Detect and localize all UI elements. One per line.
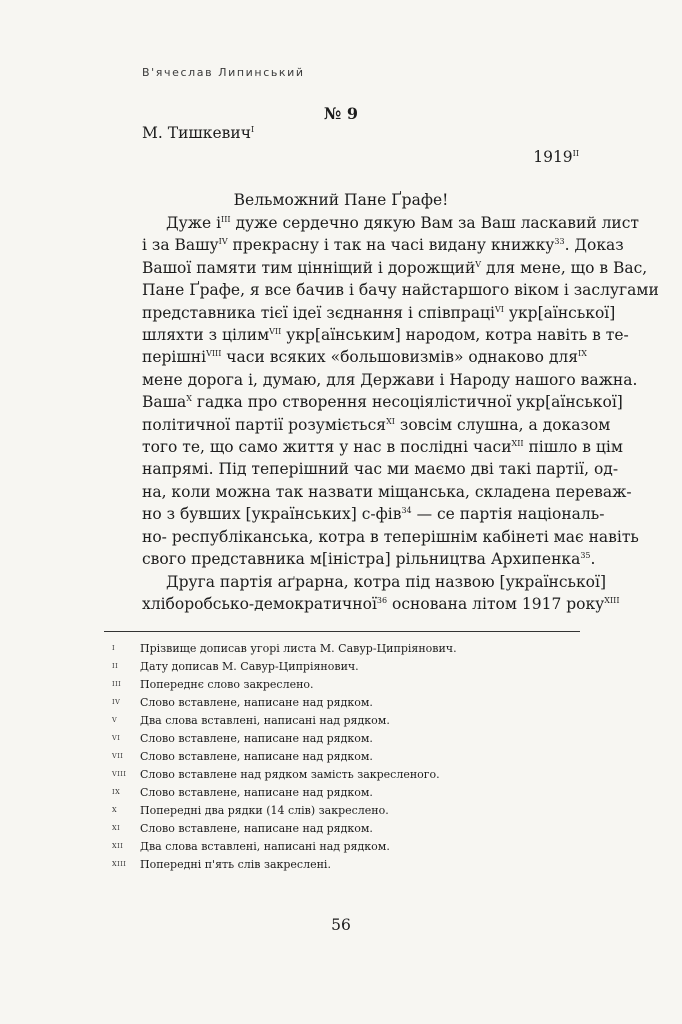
date-value: 1919 xyxy=(533,148,573,166)
body-line: шляхти з цілим$^{VII}$ укр[аїнським] народом, котра навіть в те- xyxy=(142,326,629,345)
footnote-item xyxy=(112,855,582,873)
footnote-ref: VII xyxy=(269,326,282,336)
body-line: напрямі. Під теперішний час ми маємо дві такі партії, од- xyxy=(142,460,619,479)
footnote-ref: 36 xyxy=(376,595,388,605)
footnote-mark: VIII xyxy=(112,770,127,778)
footnote-ref: VI xyxy=(494,304,504,314)
footnote-item xyxy=(112,801,582,819)
footnote-mark: VI xyxy=(112,734,121,742)
body-line: хліборобсько-демократичної$^{36}$ основана літом 1917 року$^{XIII}$ xyxy=(142,594,620,613)
body-line: того те, що само життя у нас в послідні часи$^{XII}$ пішло в цім xyxy=(142,438,623,457)
footnote-text: Дату дописав М. Савур-Ципріянович. xyxy=(140,659,359,673)
footnote-mark: XII xyxy=(112,842,124,850)
footnote-mark: IV xyxy=(112,698,121,706)
footnote-ref: XII xyxy=(511,438,524,448)
body-line: Ваша$^X$ гадка про створення несоціялістичної укр[аїнської] xyxy=(142,393,623,412)
salutation: Вельможний Пане Ґрафе! xyxy=(233,191,449,209)
body-line: но з бувших [українських] с-фів$^{34}$ — се партія національ- xyxy=(142,505,605,524)
footnote-mark: XIII xyxy=(112,860,127,868)
footnote-text: Два слова вставлені, написані над рядком. xyxy=(140,713,390,727)
footnote-ref: 35 xyxy=(580,550,591,560)
footnote-ref: V xyxy=(475,259,482,269)
footnote-mark: XI xyxy=(112,824,121,832)
footnote-item xyxy=(112,819,582,837)
footnote-item xyxy=(112,837,582,855)
footnote-ref: 33 xyxy=(554,237,565,247)
body-line: свого представника м[іністра] рільництва Архипенка$^{35}$. xyxy=(142,550,596,569)
body-line: перішні$^{VIII}$ часи всяких «большовизмів» однаково для$^{IX}$ xyxy=(142,348,587,367)
body-line: но- республіканська, котра в теперішнім кабінеті має навіть xyxy=(142,527,639,546)
footnote-text: Попередні п'ять слів закреслені. xyxy=(140,857,331,871)
footnote-ref: 34 xyxy=(401,506,412,516)
letter-date xyxy=(533,148,579,166)
footnote-divider xyxy=(104,631,580,632)
footnote-mark: I xyxy=(112,644,116,652)
footnote-item xyxy=(112,693,582,711)
footnote-ref: X xyxy=(186,394,192,404)
body-line: на, коли можна так назвати міщанська, складена переваж- xyxy=(142,482,632,501)
footnote-ref: I xyxy=(250,124,255,134)
footnote-mark: II xyxy=(112,662,119,670)
body-line: Пане Ґрафе, я все бачив і бачу найстаршого віком і заслугами xyxy=(142,281,659,300)
footnote-text: Слово вставлене, написане над рядком. xyxy=(140,821,373,835)
footnote-ref: IX xyxy=(578,349,587,359)
footnote-ref: XIII xyxy=(604,595,620,605)
footnote-mark: X xyxy=(112,806,118,814)
footnote-item xyxy=(112,765,582,783)
footnote-mark: V xyxy=(112,716,118,724)
footnote-item xyxy=(112,639,582,657)
addressee-name: М. Тишкевич xyxy=(142,124,251,142)
body-line: Друга партія аґрарна, котра під назвою [української] xyxy=(166,572,607,591)
footnote-mark: IX xyxy=(112,788,121,796)
footnote-ref: VIII xyxy=(206,349,222,359)
body-line: і за Вашу$^{IV}$ прекрасну і так на часі видану книжку$^{33}$. Доказ xyxy=(142,236,624,255)
footnote-text: Прізвище дописав угорі листа М. Савур-Ципріянович. xyxy=(140,641,457,655)
running-header: В'ячеслав Липинський xyxy=(142,66,305,79)
footnote-ref: XI xyxy=(386,416,395,426)
footnote-item xyxy=(112,729,582,747)
body-line: Вашої памяти тим цінніщий і дорожщий$^V$ для мене, що в Вас, xyxy=(142,258,648,277)
footnote-item xyxy=(112,747,582,765)
footnote-ref: IV xyxy=(218,237,228,247)
footnote-text: Попереднє слово закреслено. xyxy=(140,677,314,691)
footnote-text: Попередні два рядки (14 слів) закреслено. xyxy=(140,803,389,817)
letter-body xyxy=(142,212,659,615)
footnote-text: Слово вставлене над рядком замість закресленого. xyxy=(140,767,440,781)
footnote-item xyxy=(112,783,582,801)
footnote-text: Слово вставлене, написане над рядком. xyxy=(140,695,373,709)
footnote-item xyxy=(112,711,582,729)
footnote-text: Слово вставлене, написане над рядком. xyxy=(140,731,373,745)
body-line: мене дорога і, думаю, для Держави і Народу нашого важна. xyxy=(142,370,638,389)
body-line: Дуже $і^{III}$ дуже сердечно дякую Вам за Ваш ласкавий лист xyxy=(166,214,640,232)
footnote-mark: VII xyxy=(112,752,124,760)
page-number: 56 xyxy=(331,916,351,934)
body-line: політичної партії розуміється$^{XI}$ зовсім слушна, а доказом xyxy=(142,415,611,434)
footnote-text: Слово вставлене, написане над рядком. xyxy=(140,749,373,763)
footnote-item xyxy=(112,675,582,693)
footnote-ref: III xyxy=(221,214,231,224)
footnote-item xyxy=(112,657,582,675)
footnotes xyxy=(112,639,582,873)
body-line: представника тієї ідеї зєднання і співпраці$^{VI}$ укр[аїнської] xyxy=(142,303,616,322)
footnote-mark: III xyxy=(112,680,122,688)
footnote-text: Слово вставлене, написане над рядком. xyxy=(140,785,373,799)
footnote-ref: II xyxy=(572,148,579,158)
addressee xyxy=(142,124,254,142)
document-number: № 9 xyxy=(323,104,359,123)
footnote-text: Два слова вставлені, написані над рядком. xyxy=(140,839,390,853)
